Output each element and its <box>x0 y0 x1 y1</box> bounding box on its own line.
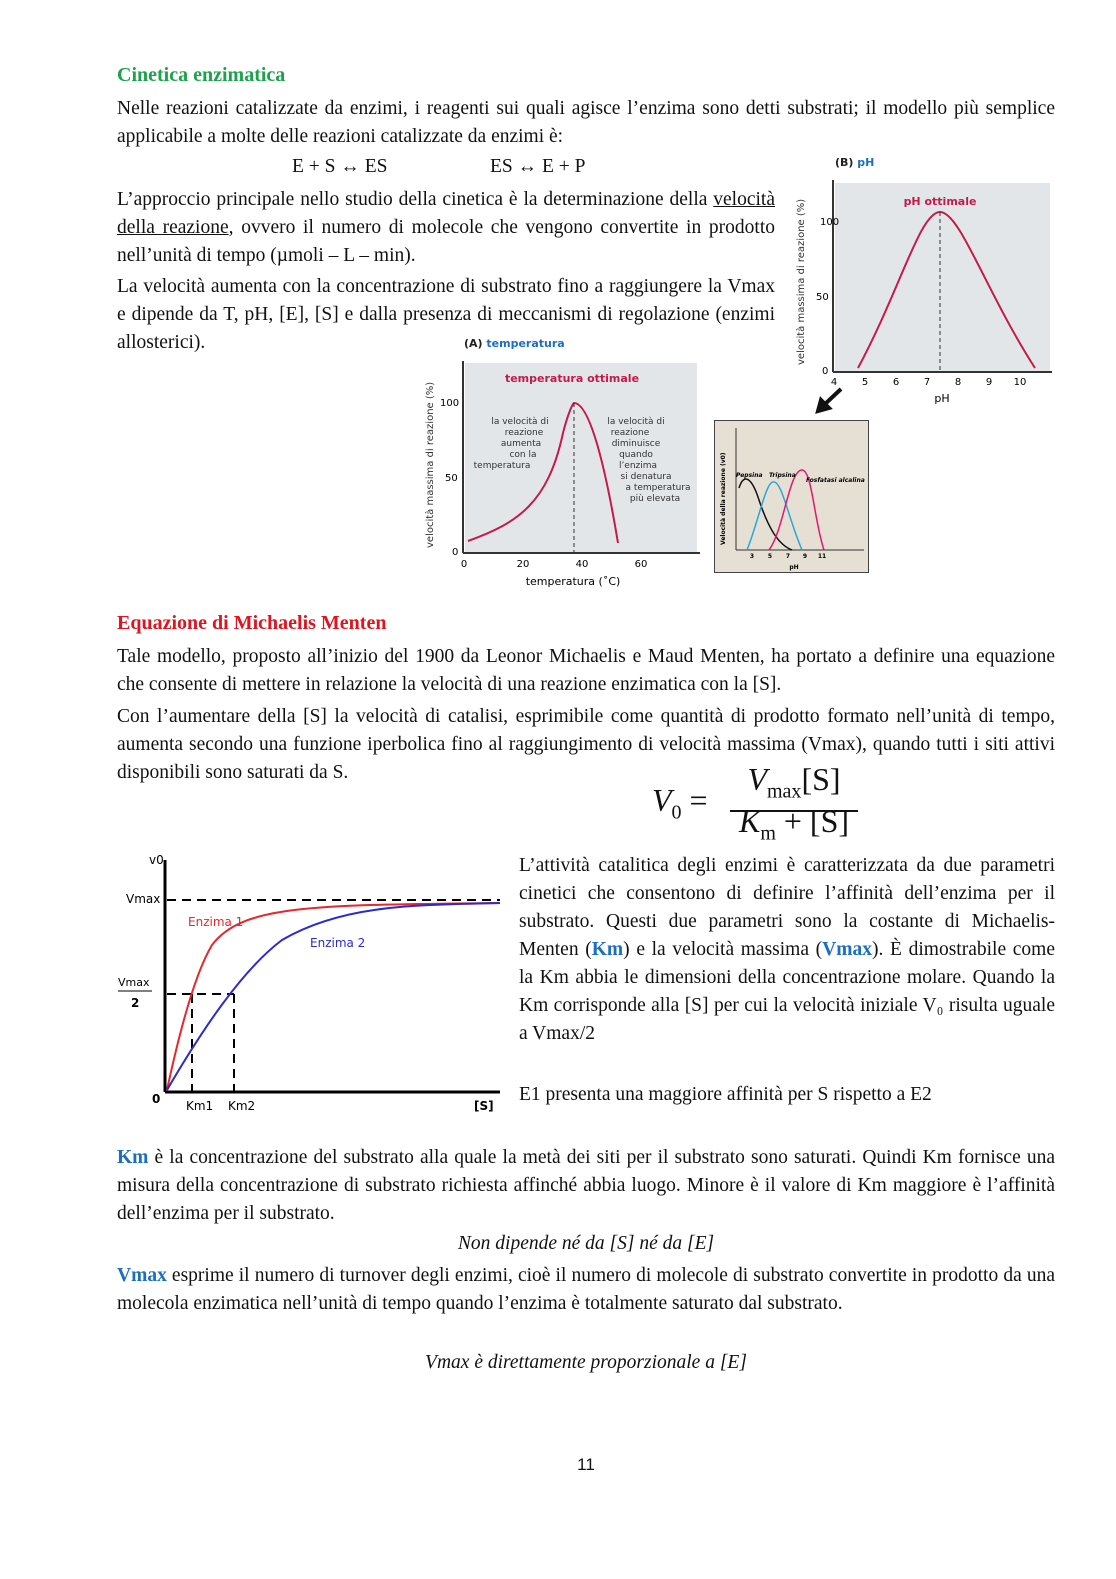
svg-text:velocità massima di reazione (: velocità massima di reazione (%) <box>425 381 436 548</box>
svg-text:reazione: reazione <box>504 428 544 438</box>
svg-text:0: 0 <box>152 1092 161 1106</box>
michaelis-menten-chart <box>112 850 507 1118</box>
svg-text:(A) temperatura: (A) temperatura <box>464 337 565 350</box>
svg-text:3: 3 <box>749 553 755 560</box>
svg-text:si denatura: si denatura <box>620 472 672 482</box>
svg-text:8: 8 <box>954 377 962 388</box>
section-title-michaelis: Equazione di Michaelis Menten <box>117 612 387 634</box>
svg-text:2: 2 <box>131 996 140 1010</box>
factors-paragraph: La velocità aumenta con la concentrazione di substrato fino a raggiungere la Vmax e dipende da T, pH, [E], [S] e dalla presenza di meccanismi di regolazione (enzimi allosterici). <box>117 276 775 353</box>
underlined-term: velocità della reazione <box>117 189 775 238</box>
svg-text:Pepsina: Pepsina <box>736 472 763 479</box>
svg-text:l’enzima: l’enzima <box>618 461 658 471</box>
enzyme-ph-chart <box>714 420 869 573</box>
svg-text:0: 0 <box>452 547 459 558</box>
svg-text:Vmax: Vmax <box>126 892 161 906</box>
svg-text:Km2: Km2 <box>228 1099 256 1113</box>
km-definition: Km è la concentrazione del substrato alla quale la metà dei siti per il substrato sono saturati. Quindi Km fornisce una misura della concentrazione di substrato richiesta affinché abbia luogo. Minore è il valore di Km maggiore è l’affinità dell’enzima per il substrato. <box>117 1147 1055 1224</box>
svg-text:20: 20 <box>516 559 530 570</box>
document-page: Cinetica enzimatica Nelle reazioni catalizzate da enzimi, i reagenti sui quali agisce l’enzima sono detti substrati; il modello più semplice applicabile a molte delle reazioni catalizzate da enzimi è: E + S ↔ ES ES ↔ E + P L’approccio principale nello studio della cinetica è la determinazione della velocità della reazione, ovvero il numero di molecole che vengono convertite in prodotto nell’unità di tempo (µmoli – L – min). La velocità aumenta con la concentrazione di substrato fino a raggiungere la Vmax e dipende da T, pH, [E], [S] e dalla presenza di meccanismi di regolazione (enzimi allosterici). (B) pH pH ottimale velocità massima di reazione (%) 100 50 0 4 5 6 7 8 9 10 pH (A) temperatura temperatura ottimale la velocità di reazione aumenta con la temperatura la velocità di reazione diminuisce quando l’enzima si denatura a temperatura più elevata velocità massima di reazione (%) 100 50 0 0 20 40 60 temperatura (˚C) Pepsina Tripsina Fosfatasi alcalina Velocità della reazione (v0) 3 5 7 9 11 pH Equazione di Michaelis Menten Tale modello, proposto all’inizio del 1900 da Leonor Michaelis e Maud Menten, ha portato a definire una equazione che consente di mettere in relazione la velocità di una reazione enzimatica con la [S]. Con l’aumentare della [S] la velocità di catalisi, esprimibile come quantità di prodotto formato nell’unità di tempo, aumenta secondo una funzione iperbolica fino al raggiungimento di velocità massima (Vmax), quando tutti i siti attivi disponibili sono saturati da S. $V_0$ = $V_{max}[S]$ $K_m + [S]$ Enzima 1 Enzima 2 v0 Vmax Vmax 2 0 Km1 Km2 [S] L’attività catalitica degli enzimi è caratterizzata da due parametri cinetici che consentono di definire l’affinità dell’enzima per il substrato. Questi due parametri sono la costante di Michaelis-Menten (Km) e la velocità massima (Vmax). È dimostrabile come la Km abbia le dimensioni della concentrazione molare. Quando la Km corrisponde alla [S] per cui la velocità iniziale V₀ risulta uguale a Vmax/2 E1 presenta una maggiore affinità per S rispetto a E2 Km è la concentrazione del substrato alla quale la metà dei siti per il substrato sono saturati. Quindi Km fornisce una misura della concentrazione di substrato richiesta affinché abbia luogo. Minore è il valore di Km maggiore è l’affinità dell’enzima per il substrato. Non dipende né da [S] né da [E] Vmax esprime il numero di turnover degli enzimi, cioè il numero di molecole di substrato convertite in prodotto da una molecola enzimatica nell’unità di tempo quando l’enzima è totalmente saturato dal substrato. Vmax è direttamente proporzionale a [E] 11 <box>0 0 1116 1579</box>
svg-text:(B) pH: (B) pH <box>835 156 875 169</box>
svg-text:50: 50 <box>445 473 458 484</box>
equation-1: E + S ↔ ES <box>292 156 388 177</box>
ph-peak-label: pH ottimale <box>903 195 977 208</box>
ph-chart <box>790 150 1065 412</box>
page-number: 11 <box>577 1455 595 1474</box>
svg-text:Enzima 1: Enzima 1 <box>188 915 244 929</box>
svg-text:4: 4 <box>830 377 838 388</box>
svg-text:la velocità di: la velocità di <box>491 417 549 427</box>
svg-text:v0: v0 <box>149 853 164 867</box>
svg-text:5: 5 <box>767 553 773 560</box>
svg-text:Enzima 2: Enzima 2 <box>310 936 366 950</box>
svg-text:quando: quando <box>619 450 653 460</box>
svg-text:Tripsina: Tripsina <box>769 472 796 479</box>
svg-text:Km1: Km1 <box>186 1099 214 1113</box>
section-title-cinetica: Cinetica enzimatica <box>117 64 286 86</box>
svg-text:60: 60 <box>634 559 648 570</box>
equation-2: ES ↔ E + P <box>490 156 586 177</box>
vmax-note: Vmax è direttamente proporzionale a [E] <box>425 1352 747 1373</box>
hyperbolic-paragraph: Con l’aumentare della [S] la velocità di catalisi, esprimibile come quantità di prodotto formato nell’unità di tempo, aumenta secondo una funzione iperbolica fino al raggiungimento di velocità massima (Vmax), quando tutti i siti attivi disponibili sono saturati da S. <box>117 706 1055 783</box>
svg-text:pH: pH <box>789 564 799 571</box>
affinity-note: E1 presenta una maggiore affinità per S rispetto a E2 <box>519 1084 932 1105</box>
svg-text:Velocità della reazione (v0): Velocità della reazione (v0) <box>720 452 727 545</box>
svg-text:11: 11 <box>817 553 827 560</box>
svg-text:50: 50 <box>816 292 829 303</box>
svg-text:100: 100 <box>820 217 840 228</box>
svg-text:diminuisce: diminuisce <box>611 439 661 449</box>
velocity-paragraph: L’approccio principale nello studio della cinetica è la determinazione della velocità della reazione, ovvero il numero di molecole che vengono convertite in prodotto nell’unità di tempo (µmoli – L – min). <box>117 189 775 266</box>
svg-text:reazione: reazione <box>610 428 650 438</box>
svg-text:temperatura: temperatura <box>473 461 531 471</box>
svg-text:Vmax: Vmax <box>118 976 150 989</box>
svg-text:9: 9 <box>985 377 993 388</box>
svg-text:[S]: [S] <box>474 1099 494 1113</box>
svg-text:7: 7 <box>785 553 791 560</box>
svg-text:6: 6 <box>892 377 900 388</box>
km-note: Non dipende né da [S] né da [E] <box>457 1233 715 1254</box>
arrow-icon <box>815 386 845 414</box>
svg-text:Fosfatasi alcalina: Fosfatasi alcalina <box>806 477 865 484</box>
svg-text:100: 100 <box>440 398 460 409</box>
temperature-chart <box>418 333 708 591</box>
svg-text:temperatura ottimale: temperatura ottimale <box>504 372 640 385</box>
svg-text:con la: con la <box>509 450 537 460</box>
svg-text:temperatura (˚C): temperatura (˚C) <box>525 575 621 588</box>
vmax-definition: Vmax esprime il numero di turnover degli enzimi, cioè il numero di molecole di substrato convertite in prodotto da una molecola enzimatica nell’unità di tempo quando l’enzima è totalmente saturato dal substrato. <box>117 1265 1055 1314</box>
svg-text:40: 40 <box>575 559 589 570</box>
svg-text:0: 0 <box>460 559 468 570</box>
svg-text:10: 10 <box>1013 377 1027 388</box>
svg-text:9: 9 <box>802 553 808 560</box>
svg-text:a temperatura: a temperatura <box>625 483 691 493</box>
svg-text:pH: pH <box>934 392 950 405</box>
svg-text:velocità massima di reazione (: velocità massima di reazione (%) <box>796 198 807 365</box>
svg-text:più elevata: più elevata <box>629 494 681 504</box>
svg-text:0: 0 <box>822 366 829 377</box>
svg-text:5: 5 <box>861 377 869 388</box>
parameters-paragraph: L’attività catalitica degli enzimi è caratterizzata da due parametri cinetici che consentono di definire l’affinità dell’enzima per il substrato. Questi due parametri sono la costante di Michaelis-Menten (Km) e la velocità massima (Vmax). È dimostrabile come la Km abbia le dimensioni della concentrazione molare. Quando la Km corrisponde alla [S] per cui la velocità iniziale V₀ risulta uguale a Vmax/2 <box>519 855 1055 1044</box>
intro-paragraph: Nelle reazioni catalizzate da enzimi, i reagenti sui quali agisce l’enzima sono detti substrati; il modello più semplice applicabile a molte delle reazioni catalizzate da enzimi è: <box>117 98 1055 147</box>
model-paragraph: Tale modello, proposto all’inizio del 1900 da Leonor Michaelis e Maud Menten, ha portato a definire una equazione che consente di mettere in relazione la velocità di una reazione enzimatica con la [S]. <box>117 646 1055 695</box>
svg-text:la velocità di: la velocità di <box>607 417 665 427</box>
svg-text:7: 7 <box>923 377 931 388</box>
svg-text:aumenta: aumenta <box>500 439 542 449</box>
